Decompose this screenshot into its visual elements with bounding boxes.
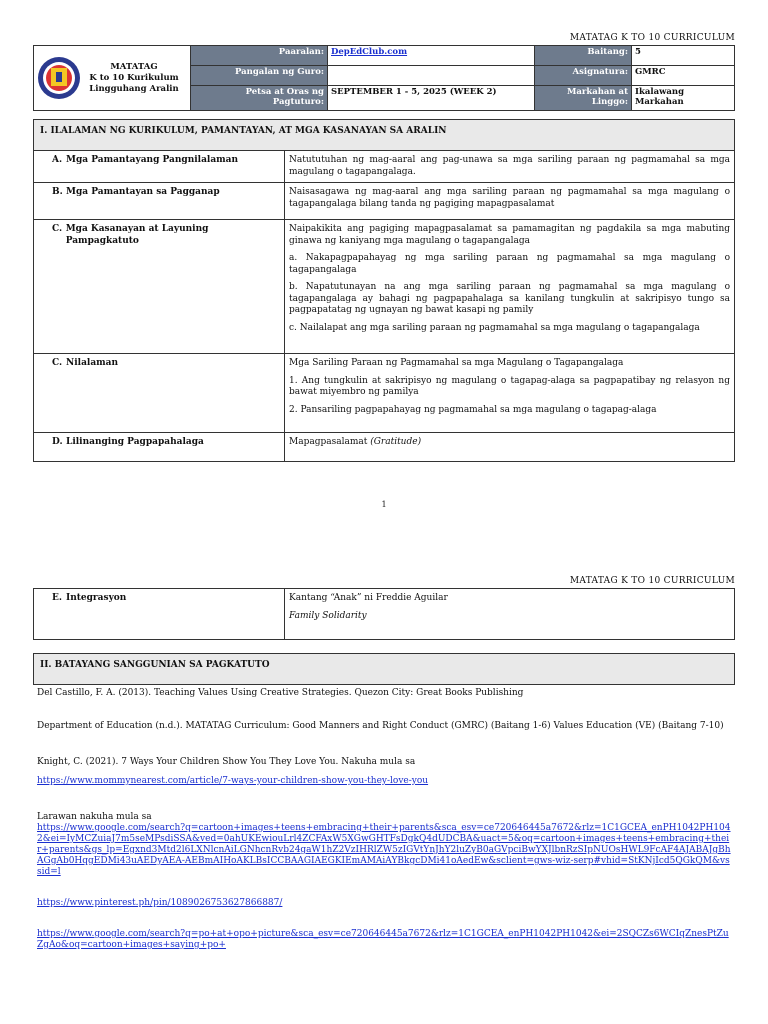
objective-a: a. Nakapagpapahayag ng mga sariling paraan ng pagmamahal sa mga magulang o tagapangalaga [289,253,730,275]
reference-6-link[interactable]: https://www.google.com/search?q=po+at+opo+picture&sca_esv=ce720646445a7672&rlz=1C1GCEA_enPH1042PH1042&ei=2SQCZs6WCIqZnesPtZuZgAo&oq=cartoon+images+saying+po+ [37,929,729,950]
curriculum-content-table [33,119,735,462]
row-value-b: Naisasagawa ng mag-aaral ang mga sariling paraan ng pagmamahal sa mga magulang o tagapangalaga bilang tanda ng pagiging mapagpasalamat [285,183,735,220]
markahan-label-line: Linggo: [591,97,628,107]
content-title: Mga Sariling Paraan ng Pagmamahal sa mga Magulang o Tagapangalaga [289,358,624,368]
content-item-2: 2. Pansariling pagpapahayag ng pagmamahal sa mga magulang o tagapag-alaga [289,404,657,415]
references-table [33,653,735,685]
guro-label: Pangalan ng Guro: [191,66,328,86]
objective-c: c. Nailalapat ang mga sariling paraan ng pagmamahal sa mga magulang o tagapangalaga [289,322,700,333]
reference-4-label: Larawan nakuha mula sa [37,812,152,822]
petsa-value: SEPTEMBER 1 - 5, 2025 (WEEK 2) [328,86,535,111]
references-list [37,688,731,951]
curriculum-label: MATATAG K TO 10 CURRICULUM [569,33,735,43]
objective-b: b. Napatutunayan na ang mga sariling paraan ng pagmamahal sa mga magulang o tagapangalaga ay bahagi ng pagpapahalaga sa kanilang tungkulin at sakripisyo tungo sa pagpapatatag ng ugnayan ng bawat kasapi ng pamily [289,282,730,315]
integration-theme: Family Solidarity [289,610,367,621]
row-value-c [285,220,735,354]
row-label-d: D. Lilinanging Pagpapahalaga [34,433,285,462]
baitang-value: 5 [632,46,735,66]
competency-main: Naipakikita ang pagiging mapagpasalamat sa pamamagitan ng pagdakila sa mga mabuting ginawa ng kaniyang mga magulang o tagapangalaga [289,224,730,246]
reference-2: Department of Education (n.d.). MATATAG Curriculum: Good Manners and Right Conduct (GMRC) (Baitang 1-6) Values Education (VE) (Baitang 7-10) [37,721,724,731]
row-label-a: A. Mga Pamantayang Pangnilalaman [34,151,285,183]
deped-seal-icon [37,56,81,100]
header-title-cell [34,46,191,111]
content-item-1: 1. Ang tungkulin at sakripisyo ng magulang o tagapag-alaga sa pagpapatibay ng relasyon ng bawat miyembro ng pamilya [289,375,730,397]
lesson-header-table [33,45,735,111]
petsa-label: Petsa at Oras ng Pagtuturo: [191,86,328,111]
reference-1: Del Castillo, F. A. (2013). Teaching Values Using Creative Strategies. Quezon City: Great Books Publishing [37,688,524,698]
curriculum-label-page-2: MATATAG K TO 10 CURRICULUM [569,576,735,586]
row-label-nilalaman: C. Nilalaman [34,354,285,433]
integrasyon-table [33,588,735,640]
row-value-a: Natututuhan ng mag-aaral ang pag-unawa sa mga sariling paraan ng pagmamahal sa mga magulang o tagapangalaga. [285,151,735,183]
paaralan-link[interactable]: DepEdClub.com [331,47,408,57]
row-value-d: Mapagpasalamat (Gratitude) [285,433,735,462]
page-number: 1 [381,500,387,509]
row-label-e: E. Integrasyon [34,589,285,640]
header-title-line: Lingguhang Aralin [89,83,179,94]
section-2-heading: II. BATAYANG SANGGUNIAN SA PAGKATUTO [34,654,735,685]
integration-song: Kantang “Anak” ni Freddie Aguilar [289,593,448,603]
asignatura-label: Asignatura: [535,66,632,86]
section-1-heading: I. ILALAMAN NG KURIKULUM, PAMANTAYAN, AT MGA KASANAYAN SA ARALIN [34,120,735,151]
paaralan-value [328,46,535,66]
row-label-b: B. Mga Pamantayan sa Pagganap [34,183,285,220]
reference-5-link[interactable]: https://www.pinterest.ph/pin/1089026753627866887/ [37,898,283,908]
reference-3-link[interactable]: https://www.mommynearest.com/article/7-ways-your-children-show-you-they-love-you [37,776,429,786]
row-value-nilalaman [285,354,735,433]
markahan-label [535,86,632,111]
reference-3: Knight, C. (2021). 7 Ways Your Children Show You They Love You. Nakuha mula sa [37,757,416,767]
markahan-value-line: Markahan [635,97,684,107]
row-value-e [285,589,735,640]
markahan-value [632,86,735,111]
header-title-line: K to 10 Kurikulum [89,72,179,83]
markahan-value-line: Ikalawang [635,87,685,97]
markahan-label-line: Markahan at [566,87,628,97]
row-label-c: C. Mga Kasanayan at Layuning Pampagkatuto [34,220,285,354]
header-title-line: MATATAG [110,61,158,72]
reference-4-link[interactable]: https://www.google.com/search?q=cartoon+images+teens+embracing+their+parents&sca_esv=ce720646445a7672&rlz=1C1GCEA_enPH1042PH1042&ei=IyMCZuiaJ7m5seMPsdiSSA&ved=0ahUKEwiouLrl4ZCFAxW5XGwGHTFsDgkQ4dUDCBA&uact=5&oq=cartoon+images+teens+embracing+their+parents&gs_lp=Egxnd3Mtd2l6LXNlcnAiLGNhcnRvb24gaW1hZ2VzIHRlZW5zIGVtYnJhY2luZyB0aGVpciBwYXJlbnRzSIpNUOsHWL9FcAF4AJABAJgBhAGgAb0HqgEDMi43uAEDyAEA-AEBmAIHoAKLBsICCBAAGIAEGKIEmAMAiAYBkgcDMi41oAedEw&sclient=gws-wiz-serp#vhid=StKNjIcd5QGkQM&vssid=l [37,823,731,877]
baitang-label: Baitang: [535,46,632,66]
value-italic: (Gratitude) [370,437,422,447]
guro-value [328,66,535,86]
paaralan-label: Paaralan: [191,46,328,66]
asignatura-value: GMRC [632,66,735,86]
